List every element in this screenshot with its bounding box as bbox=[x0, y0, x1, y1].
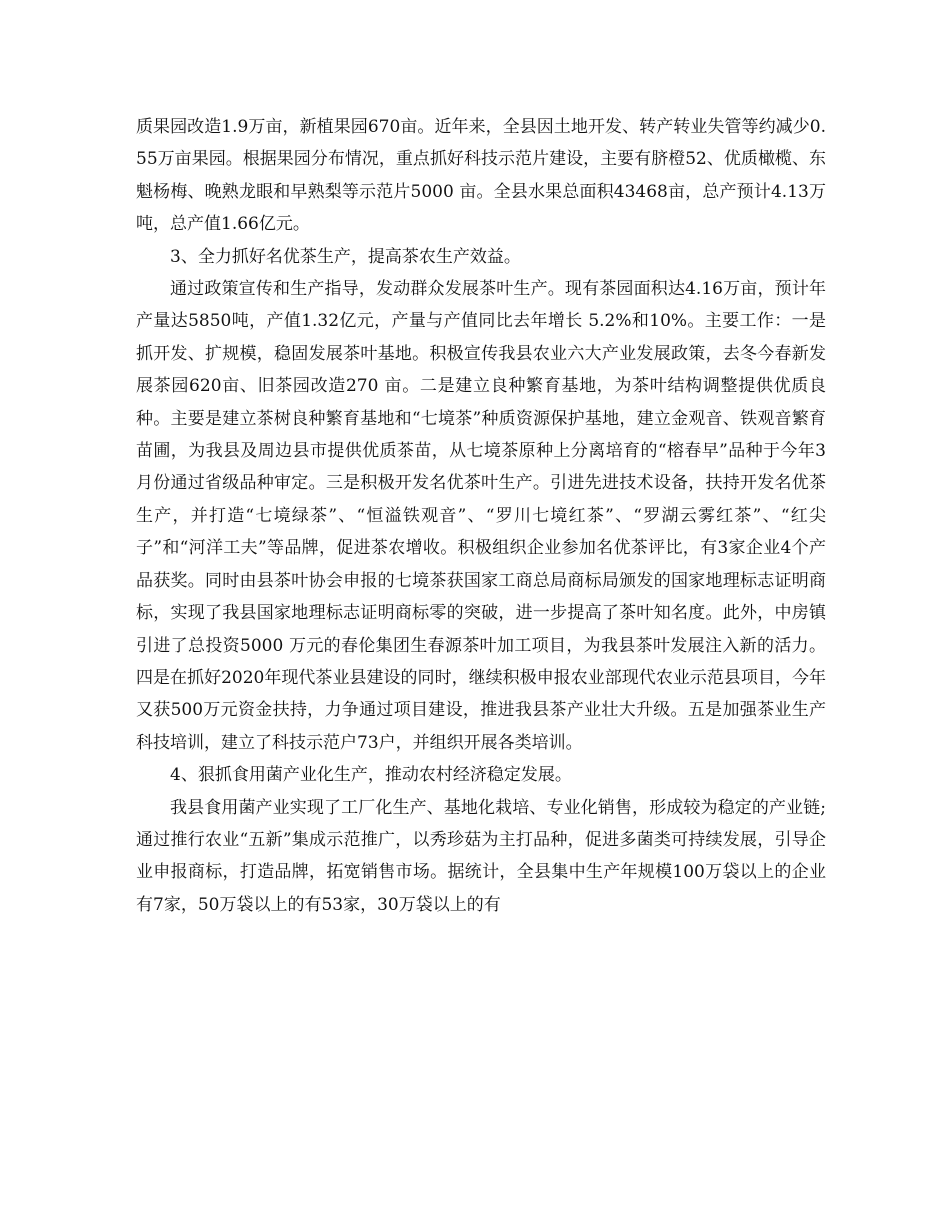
paragraph-fruit-continuation: 质果园改造1.9万亩，新植果园670亩。近年来，全县因土地开发、转产转业失管等约减少0.55万亩果园。根据果园分布情况，重点抓好科技示范片建设，主要有脐橙52、优质橄榄、东魁杨梅、晚熟龙眼和早熟梨等示范片5000 亩。全县水果总面积43468亩，总产预计4.13万吨，总产值1.66亿元。 bbox=[136, 117, 826, 235]
section-heading-mushroom: 4、狠抓食用菌产业化生产，推动农村经济稳定发展。 bbox=[170, 765, 572, 786]
document-page bbox=[136, 111, 826, 921]
paragraph-tea-body: 通过政策宣传和生产指导，发动群众发展茶叶生产。现有茶园面积达4.16万亩，预计年产量达5850吨，产值1.32亿元，产量与产值同比去年增长 5.2%和10%。主要工作：一是抓开发、扩规模，稳固发展茶叶基地。积极宣传我县农业六大产业发展政策，去冬今春新发展茶园620亩、旧茶园改造270 亩。二是建立良种繁育基地，为茶叶结构调整提供优质良种。主要是建立茶树良种繁育基地和“七境茶”种质资源保护基地，建立金观音、铁观音繁育苗圃，为我县及周边县市提供优质茶苗，从七境茶原种上分离培育的“榕春早”品种于今年3月份通过省级品种审定。三是积极开发名优茶叶生产。引进先进技术设备，扶持开发名优茶生产，并打造“七境绿茶”、“恒溢铁观音”、“罗川七境红茶”、“罗湖云雾红茶”、“红尖子”和“河洋工夫”等品牌，促进茶农增收。积极组织企业参加名优茶评比，有3家企业4个产品获奖。同时由县茶叶协会申报的七境茶获国家工商总局商标局颁发的国家地理标志证明商标，实现了我县国家地理标志证明商标零的突破，进一步提高了茶叶知名度。此外，中房镇引进了总投资5000 万元的春伦集团生春源茶叶加工项目，为我县茶叶发展注入新的活力。四是在抓好2020年现代茶业县建设的同时，继续积极申报农业部现代农业示范县项目，今年又获500万元资金扶持，力争通过项目建设，推进我县茶产业壮大升级。五是加强茶业生产科技培训，建立了科技示范户73户，并组织开展各类培训。 bbox=[136, 279, 826, 753]
paragraph-mushroom-body: 我县食用菌产业实现了工厂化生产、基地化栽培、专业化销售，形成较为稳定的产业链;通过推行农业“五新”集成示范推广，以秀珍菇为主打品种，促进多菌类可持续发展，引导企业申报商标，打造品牌，拓宽销售市场。据统计，全县集中生产年规模100万袋以上的企业有7家，50万袋以上的有53家，30万袋以上的有 bbox=[136, 797, 826, 915]
section-heading-tea: 3、全力抓好名优茶生产，提高茶农生产效益。 bbox=[170, 246, 521, 267]
